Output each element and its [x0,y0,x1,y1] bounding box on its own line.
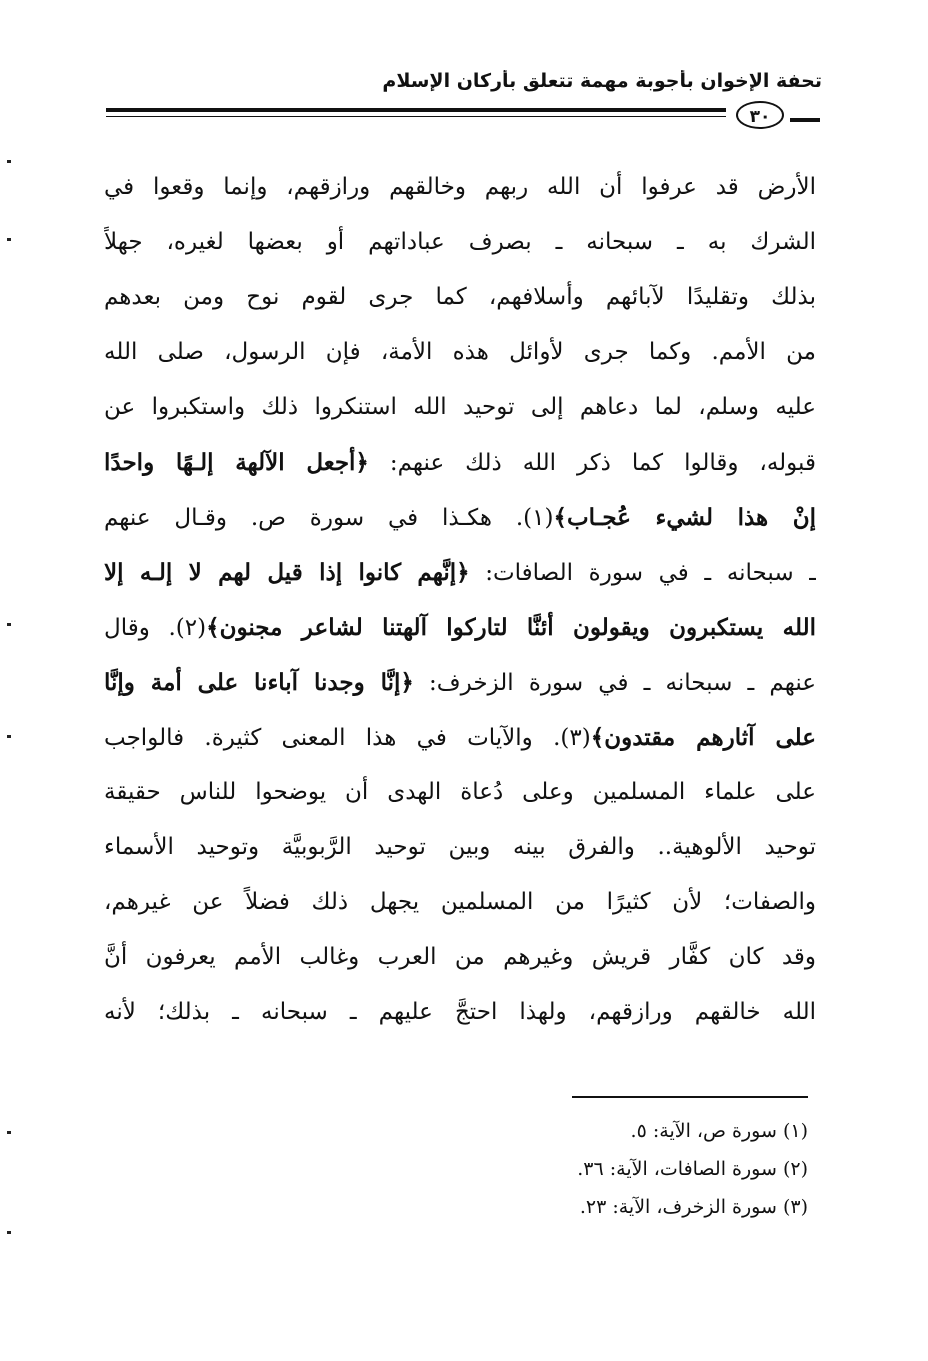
footnote [470,1112,808,1150]
quran-verse: على آثارهم مقتدون﴾ [590,724,816,751]
text-line [104,600,816,655]
quran-verse: الله يستكبرون ويقولون أئنَّا لتاركوا آلهتنا لشاعر مجنون﴾ [206,614,816,641]
footnote [470,1188,808,1226]
text-line [104,160,816,215]
page-number-badge: ٣٠ [736,101,784,129]
text-segment: ـ سبحانه ـ في سورة الصافات: [469,560,816,586]
text-segment: من الأمم. وكما جرى لأوائل هذه الأمة، فإن الرسول، صلى الله [104,339,816,365]
text-line [104,875,816,930]
quran-verse: ﴿إنَّهم كانوا إذا قيل لهم لا إلـه إلا [104,559,470,586]
text-segment: بذلك وتقليدًا لآبائهم وأسلافهم، كما جرى لقوم نوح ومن بعدهم [104,284,816,310]
quran-verse: ﴿إنَّا وجدنا آباءنا على أمة وإنَّا [104,669,414,696]
text-segment: على علماء المسلمين وعلى دُعاة الهدى أن يوضحوا للناس حقيقة [104,779,816,805]
text-segment: وقد كان كفَّار قريش وغيرهم من العرب وغالب الأمم يعرفون أنَّ [104,944,816,970]
text-line [104,765,816,820]
text-line [104,820,816,875]
text-segment: الشرك به ـ سبحانه ـ بصرف عباداتهم أو بعضها لغيره، جهلاً [104,229,816,255]
header-rule-thin [106,116,726,117]
header-rule-thick [106,108,726,112]
text-segment: عنهم ـ سبحانه ـ في سورة الزخرف: [413,670,816,696]
footnote-text: سورة ص، الآية: ٥. [630,1120,777,1142]
main-text [104,160,816,1040]
text-segment: قبوله، وقالوا كما ذكر الله ذلك عنهم: [368,450,816,476]
footnote-separator [572,1096,808,1098]
text-line [104,380,816,435]
text-line [104,655,816,710]
text-segment: توحيد الألوهية.. والفرق بينه وبين توحيد الرَّبوبيَّة وتوحيد الأسماء [104,834,816,860]
footnote-text: سورة الصافات، الآية: ٣٦. [577,1158,777,1180]
footnote-number: (٣) [782,1196,808,1218]
text-line [104,930,816,985]
text-segment: عليه وسلم، لما دعاهم إلى توحيد الله استنكروا ذلك واستكبروا عن [104,394,816,420]
text-line [104,710,816,765]
text-segment: الأرض قد عرفوا أن الله ربهم وخالقهم ورازقهم، وإنما وقعوا في [104,174,816,200]
quran-verse: ﴿أجعل الآلهة إلـهًا واحدًا [104,449,369,476]
scan-mark [7,160,11,163]
footnote [470,1150,808,1188]
text-line [104,435,816,490]
header-rule-stub [790,118,820,122]
text-line [104,270,816,325]
footnote-number: (١) [782,1120,808,1142]
text-segment: الله خالقهم ورازقهم، ولهذا احتجَّ عليهم ـ سبحانه ـ بذلك؛ لأنه [104,999,816,1025]
scan-mark [7,623,11,626]
text-line [104,215,816,270]
text-line [104,325,816,380]
footnotes [470,1112,808,1226]
text-line [104,545,816,600]
text-segment: (١). هكـذا في سورة ص. وقـال عنهم [104,505,554,531]
scan-mark [7,1231,11,1234]
text-line [104,490,816,545]
quran-verse: إنْ هذا لشيء عُجـاب﴾ [553,504,816,531]
scan-mark [7,735,11,738]
text-line [104,985,816,1040]
scan-mark [7,1131,11,1134]
footnote-text: سورة الزخرف، الآية: ٢٣. [579,1196,777,1218]
running-header-title: تحفة الإخوان بأجوبة مهمة تتعلق بأركان الإسلام [382,70,822,92]
text-segment: (٣). والآيات في هذا المعنى كثيرة. فالواجب [104,725,591,751]
text-segment: (٢). وقال [104,615,207,641]
footnote-number: (٢) [782,1158,808,1180]
scan-mark [7,238,11,241]
text-segment: والصفات؛ لأن كثيرًا من المسلمين يجهل ذلك فضلاً عن غيرهم، [104,889,816,915]
